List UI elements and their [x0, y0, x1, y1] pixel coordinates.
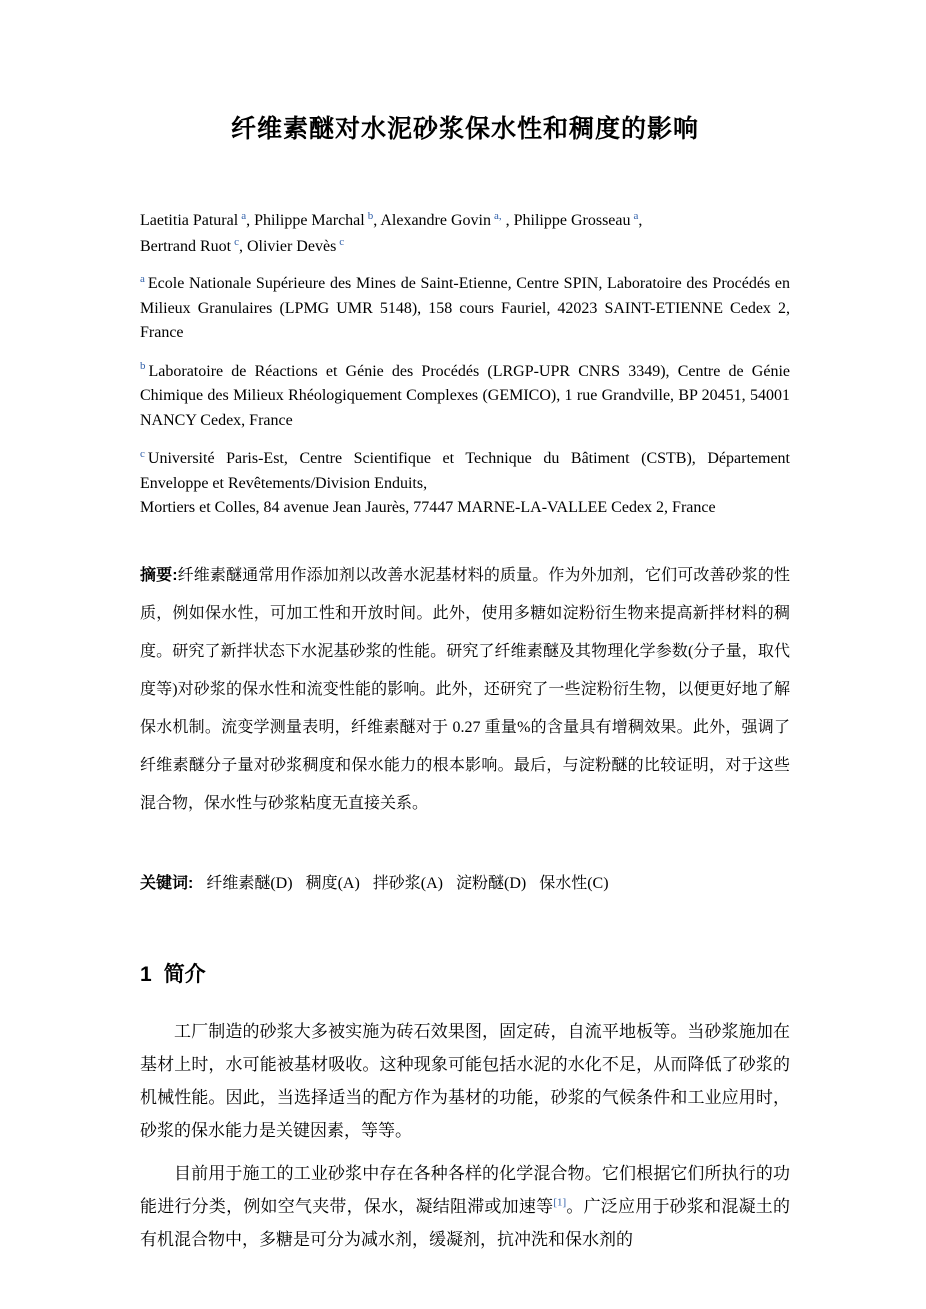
author-superscript: c — [339, 235, 345, 248]
author-name: Alexandre Govin — [380, 212, 491, 229]
affiliation-superscript: b — [140, 360, 146, 373]
abstract-text: 纤维素醚通常用作添加剂以改善水泥基材料的质量。作为外加剂，它们可改善砂浆的性质，例如保水性，可加工性和开放时间。此外，使用多糖如淀粉衍生物来提高新拌材料的稠度。研究了新拌状态下水泥基砂浆的性能。研究了纤维素醚及其物理化学参数(分子量，取代度等)对砂浆的保水性和流变性能的影响。此外，还研究了一些淀粉衍生物，以便更好地了解保水机制。流变学测量表明，纤维素醚对于 0.27 重量%的含量具有增稠效果。此外，强调了纤维素醚分子量对砂浆稠度和保水能力的根本影响。最后，与淀粉醚的比较证明，对于这些混合物，保水性与砂浆粘度无直接关系。 — [140, 566, 790, 812]
author-separator: , — [246, 212, 255, 229]
keyword-item: 保水性(C) — [539, 874, 609, 892]
author-name: Laetitia Patural — [140, 212, 239, 229]
keyword-item: 拌砂浆(A) — [372, 874, 443, 892]
intro-paragraph-2 — [140, 1157, 790, 1256]
author-name: Olivier Devès — [246, 238, 337, 255]
author-superscript: a — [633, 209, 639, 222]
affiliation-text-line2: Mortiers et Colles, 84 avenue Jean Jaurès, 77447 MARNE-LA-VALLEE Cedex 2, France — [140, 499, 716, 516]
intro-paragraph-1: 工厂制造的砂浆大多被实施为砖石效果图，固定砖，自流平地板等。当砂浆施加在基材上时，水可能被基材吸收。这种现象可能包括水泥的水化不足，从而降低了砂浆的机械性能。因此，当选择适当的配方作为基材的功能，砂浆的气候条件和工业应用时，砂浆的保水能力是关键因素，等等。 — [140, 1021, 790, 1140]
author-separator: , — [638, 212, 643, 229]
author-name: Bertrand Ruot — [140, 238, 232, 255]
affiliation-a — [140, 272, 790, 346]
affiliation-b — [140, 360, 790, 434]
affiliation-text: Ecole Nationale Supérieure des Mines de Saint-Etienne, Centre SPIN, Laboratoire des Procédés en Milieux Granulaires (LPMG UMR 5148), 158 cours Fauriel, 42023 SAINT-ETIENNE Cedex 2, France — [140, 275, 790, 341]
abstract-label: 摘要: — [140, 566, 178, 584]
affiliation-superscript: a — [140, 272, 145, 285]
author-name: Philippe Marchal — [254, 212, 365, 229]
paragraph-text: 。广泛应用于砂浆和混凝土的有机混合物中，多糖是可分为减水剂，缓凝剂，抗冲洗和保水剂的 — [140, 1196, 791, 1249]
keywords-label: 关键词: — [140, 874, 194, 892]
paragraph-text: 目前用于施工的工业砂浆中存在各种各样的化学混合物。它们根据它们所执行的功能进行分类，例如空气夹带，保水，凝结阻滞或加速等 — [140, 1163, 790, 1216]
affiliation-text: Université Paris-Est, Centre Scientifique et Technique du Bâtiment (CSTB), Département Enveloppe et Revêtements/Division Enduits, — [140, 450, 790, 492]
reference-superscript-1: [1] — [553, 1195, 567, 1208]
author-superscript: a — [241, 209, 247, 222]
keyword-item: 纤维素醚(D) — [206, 874, 293, 892]
abstract-paragraph — [140, 557, 790, 823]
author-superscript: b — [367, 209, 374, 222]
author-superscript: c — [234, 235, 239, 248]
affiliation-text: Laboratoire de Réactions et Génie des Procédés (LRGP-UPR CNRS 3349), Centre de Génie Chimique des Milieux Rhéologiquement Complexes (GEMICO), 1 rue Grandville, BP 20451, 54001 NANCY Cedex, France — [140, 362, 790, 429]
affiliation-c — [140, 447, 790, 521]
section-title: 简介 — [163, 962, 206, 986]
section-heading-introduction — [140, 961, 790, 989]
author-line — [140, 208, 790, 260]
author-separator: , — [373, 212, 381, 229]
keyword-item: 稠度(A) — [305, 874, 360, 892]
paper-title: 纤维素醚对水泥砂浆保水性和稠度的影响 — [230, 115, 699, 143]
keywords-line — [140, 871, 790, 897]
author-separator: , — [501, 212, 514, 229]
author-name: Philippe Grosseau — [513, 212, 631, 229]
author-separator: , — [238, 238, 247, 255]
keyword-item: 淀粉醚(D) — [456, 874, 527, 892]
section-number: 1 — [140, 962, 152, 986]
author-superscript: a, — [493, 209, 502, 222]
affiliation-superscript: c — [140, 447, 145, 460]
